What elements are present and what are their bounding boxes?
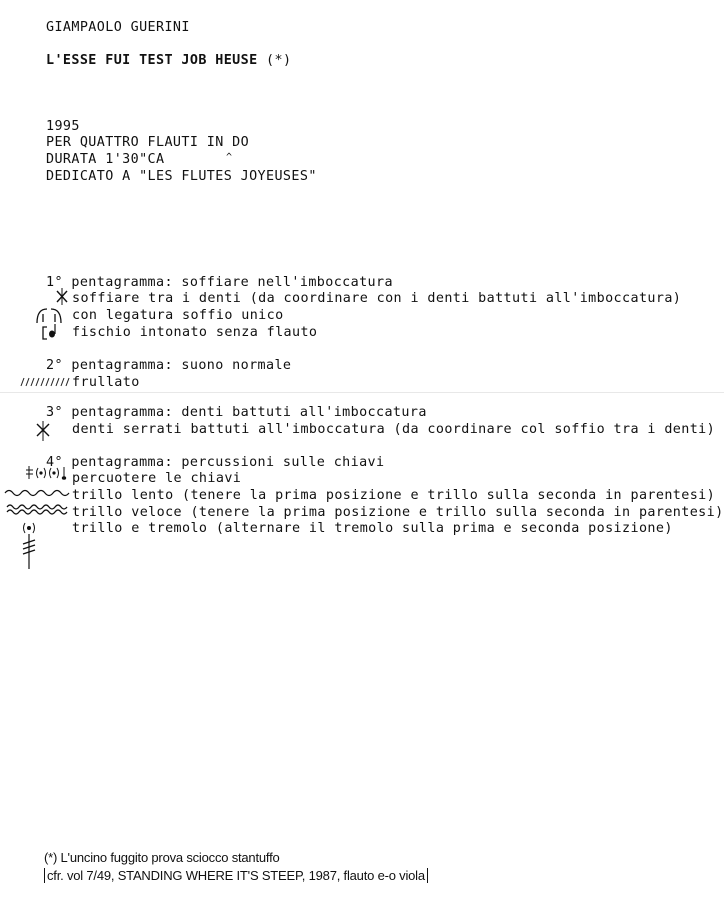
instrumentation: PER QUATTRO FLAUTI IN DO	[46, 135, 250, 150]
footnote: (*) L'uncino fuggito prova sciocco stantuffo	[44, 850, 280, 865]
composer-name: GIAMPAOLO GUERINI	[46, 20, 190, 35]
staff4-item-3: trillo veloce (tenere la prima posizione e trillo sulla seconda in parentesi)	[72, 505, 724, 520]
duration: DURATA 1'30"CA	[46, 152, 165, 167]
staff1-item-1: soffiare tra i denti (da coordinare con i denti battuti all'imboccatura)	[72, 291, 682, 306]
key-percussion-icon	[24, 465, 70, 483]
dedication: DEDICATO A "LES FLUTES JOYEUSES"	[46, 169, 317, 184]
reference-note: cfr. vol 7/49, STANDING WHERE IT'S STEEP, 1987, flauto e-o viola	[44, 868, 428, 883]
staff3-item-1: denti serrati battuti all'imboccatura (da coordinare col soffio tra i denti)	[72, 422, 716, 437]
staff3-heading: 3° pentagramma: denti battuti all'imboccatura	[46, 405, 427, 420]
circumflex-accent: ^	[226, 152, 233, 163]
staff4-item-2: trillo lento (tenere la prima posizione e trillo sulla seconda in parentesi)	[72, 488, 716, 503]
staff4-item-4: trillo e tremolo (alternare il tremolo sulla prima e seconda posizione)	[72, 521, 673, 536]
flutter-tongue-icon	[20, 376, 70, 388]
staff2-heading: 2° pentagramma: suono normale	[46, 358, 292, 373]
staff1-heading: 1° pentagramma: soffiare nell'imboccatura	[46, 275, 393, 290]
title-footnote-mark: (*)	[266, 53, 292, 68]
blow-teeth-icon	[54, 288, 70, 306]
staff1-item-2: con legatura soffio unico	[72, 308, 284, 323]
year: 1995	[46, 119, 80, 134]
staff2-item-1: frullato	[72, 375, 140, 390]
staff4-heading: 4° pentagramma: percussioni sulle chiavi	[46, 455, 385, 470]
scan-divider	[0, 392, 724, 393]
staff1-item-3: fischio intonato senza flauto	[72, 325, 318, 340]
fast-trill-icon	[6, 503, 70, 517]
trill-tremolo-icon	[20, 520, 38, 570]
title-text: L'ESSE FUI TEST JOB HEUSE	[46, 53, 258, 68]
clenched-teeth-icon	[34, 420, 52, 442]
slow-trill-icon	[4, 488, 70, 498]
whistle-icon	[40, 323, 60, 343]
piece-title	[46, 53, 291, 69]
staff4-item-1: percuotere le chiavi	[72, 471, 242, 486]
